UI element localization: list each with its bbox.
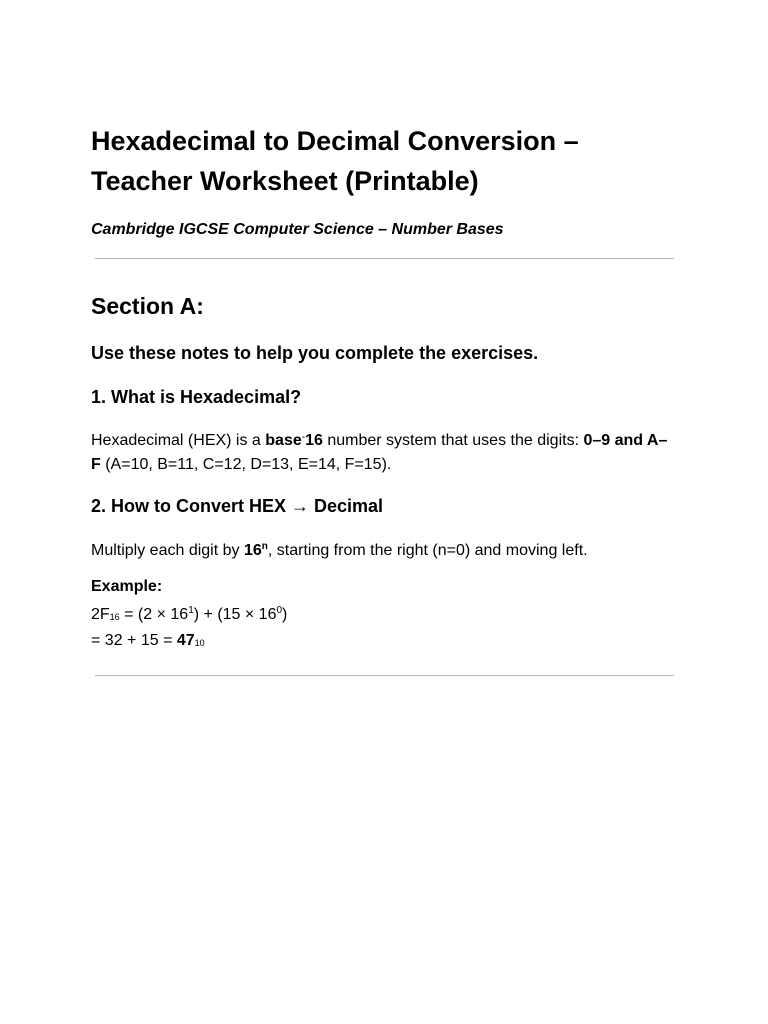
q1-bold-base: base bbox=[265, 432, 302, 449]
page-subtitle: Cambridge IGCSE Computer Science – Number Bases bbox=[91, 221, 504, 238]
q1-bold-digits: 0–9 and A–F bbox=[91, 432, 668, 473]
page-title: Hexadecimal to Decimal Conversion – Teacher Worksheet (Printable) bbox=[91, 126, 579, 196]
question-2-heading: 2. How to Convert HEX → Decimal bbox=[91, 496, 384, 516]
section-heading: Section A: bbox=[91, 293, 204, 319]
q1-text-b: number system that uses the digits: bbox=[322, 432, 584, 449]
example-line-1 bbox=[91, 599, 287, 629]
ex-l1-c: ) + (15 × 16 bbox=[193, 606, 277, 623]
q2-bold-16: 16 bbox=[243, 542, 262, 559]
ex-l1-a: 2F bbox=[91, 606, 110, 623]
example-block bbox=[91, 575, 287, 655]
example-line-2 bbox=[91, 629, 287, 655]
question-1-text bbox=[91, 426, 671, 477]
question-2-text bbox=[91, 535, 671, 563]
ex-l2-sub: 10 bbox=[194, 638, 205, 648]
ex-l1-sup1: 1 bbox=[188, 605, 194, 616]
ex-l1-b: = (2 × 16 bbox=[119, 606, 189, 623]
q2-text-a: Multiply each digit by bbox=[91, 542, 244, 559]
example-label: Example: bbox=[91, 578, 163, 595]
ex-l1-sub: 16 bbox=[109, 612, 120, 622]
divider-top bbox=[95, 258, 674, 259]
q1-text-c: (A=10, B=11, C=12, D=13, E=14, F=15). bbox=[100, 456, 392, 473]
ex-l1-d: ) bbox=[282, 606, 288, 623]
ex-l2-a: = 32 + 15 = bbox=[91, 632, 177, 649]
q1-text-a: Hexadecimal (HEX) is a bbox=[91, 432, 266, 449]
q2-bold-n: n bbox=[261, 541, 268, 552]
question-1-heading: 1. What is Hexadecimal? bbox=[91, 387, 302, 407]
ex-l1-sup0: 0 bbox=[276, 605, 283, 616]
intro-heading: Use these notes to help you complete the exercises. bbox=[91, 343, 539, 363]
q1-bold-16: 16 bbox=[305, 432, 323, 449]
ex-l2-bold: 47 bbox=[176, 632, 195, 649]
divider-bottom bbox=[95, 675, 674, 676]
q2-text-b: , starting from the right (n=0) and moving left. bbox=[267, 542, 588, 559]
q1-base-mark: - bbox=[301, 432, 306, 443]
